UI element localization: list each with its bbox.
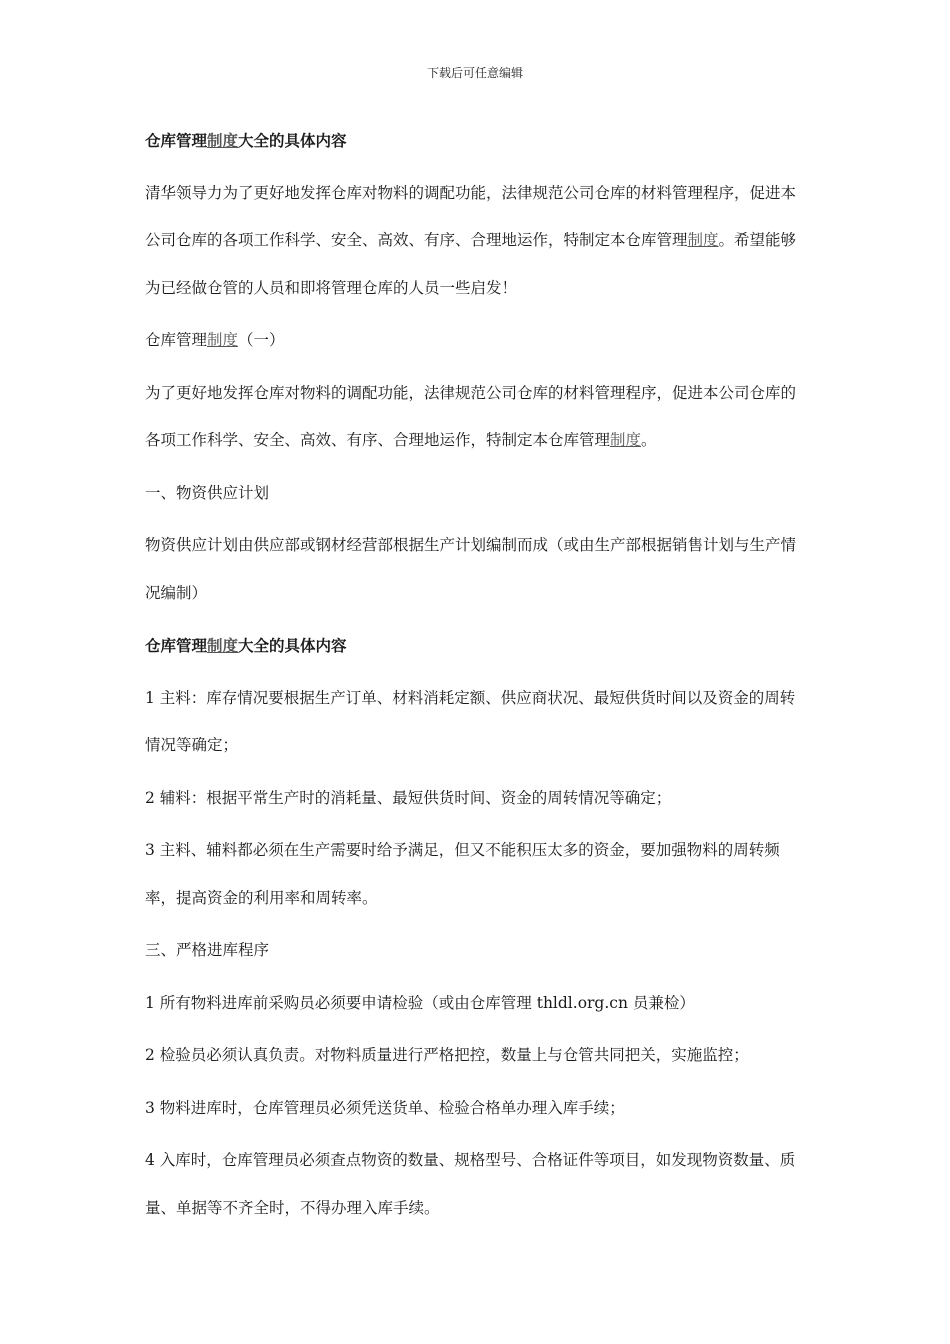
section-one-link[interactable]: 制度: [207, 331, 239, 349]
list-item-inbound-check: 4 入库时，仓库管理员必须查点物资的数量、规格型号、合格证件等项目，如发现物资数量、质量、单据等不齐全时，不得办理入库手续。: [145, 1151, 796, 1217]
doc-subtitle: 仓库管理制度大全的具体内容: [145, 636, 347, 655]
list-item-main-material: 1 主料：库存情况要根据生产订单、材料消耗定额、供应商状况、最短供货时间以及资金的周转情况等确定；: [145, 688, 796, 754]
supply-plan-paragraph: 物资供应计划由供应部或钢材经营部根据生产计划编制而成（或由生产部根据销售计划与生产情况编制）: [145, 536, 797, 602]
doc-subtitle-link[interactable]: 制度: [207, 636, 239, 655]
list-item-material-balance: 3 主料、辅料都必须在生产需要时给予满足，但又不能积压太多的资金，要加强物料的周转频率，提高资金的利用率和周转率。: [145, 841, 780, 907]
list-item-inspector-duty: 2 检验员必须认真负责。对物料质量进行严格把控，数量上与仓管共同把关，实施监控；: [145, 1046, 749, 1064]
list-item-aux-material: 2 辅料：根据平常生产时的消耗量、最短供货时间、资金的周转情况等确定；: [145, 788, 672, 807]
page-header: 下载后可任意编辑: [426, 66, 523, 80]
list-item-inspection-request: 1 所有物料进库前采购员必须要申请检验（或由仓库管理 thldl.org.cn 员兼检）: [145, 993, 695, 1012]
section-heading-one: 仓库管理制度（一）: [145, 331, 285, 349]
list-item-inbound-documents: 3 物料进库时，仓库管理员必须凭送货单、检验合格单办理入库手续；: [145, 1098, 625, 1117]
purpose-paragraph: 为了更好地发挥仓库对物料的调配功能，法律规范公司仓库的材料管理程序，促进本公司仓库的各项工作科学、安全、高效、有序、合理地运作，特制定本仓库管理制度。: [145, 383, 797, 449]
doc-title: 仓库管理制度大全的具体内容: [145, 131, 347, 150]
document-body: [145, 117, 805, 1237]
heading-supply-plan: 一、物资供应计划: [145, 483, 270, 502]
heading-inbound-procedure: 三、严格进库程序: [145, 941, 270, 959]
intro-link[interactable]: 制度: [687, 231, 719, 249]
purpose-link[interactable]: 制度: [610, 431, 642, 449]
doc-title-link[interactable]: 制度: [207, 131, 239, 150]
intro-paragraph: 清华领导力为了更好地发挥仓库对物料的调配功能，法律规范公司仓库的材料管理程序，促进本公司仓库的各项工作科学、安全、高效、有序、合理地运作，特制定本仓库管理制度。希望能够为已经做仓管的人员和即将管理仓库的人员一些启发！: [145, 183, 797, 297]
